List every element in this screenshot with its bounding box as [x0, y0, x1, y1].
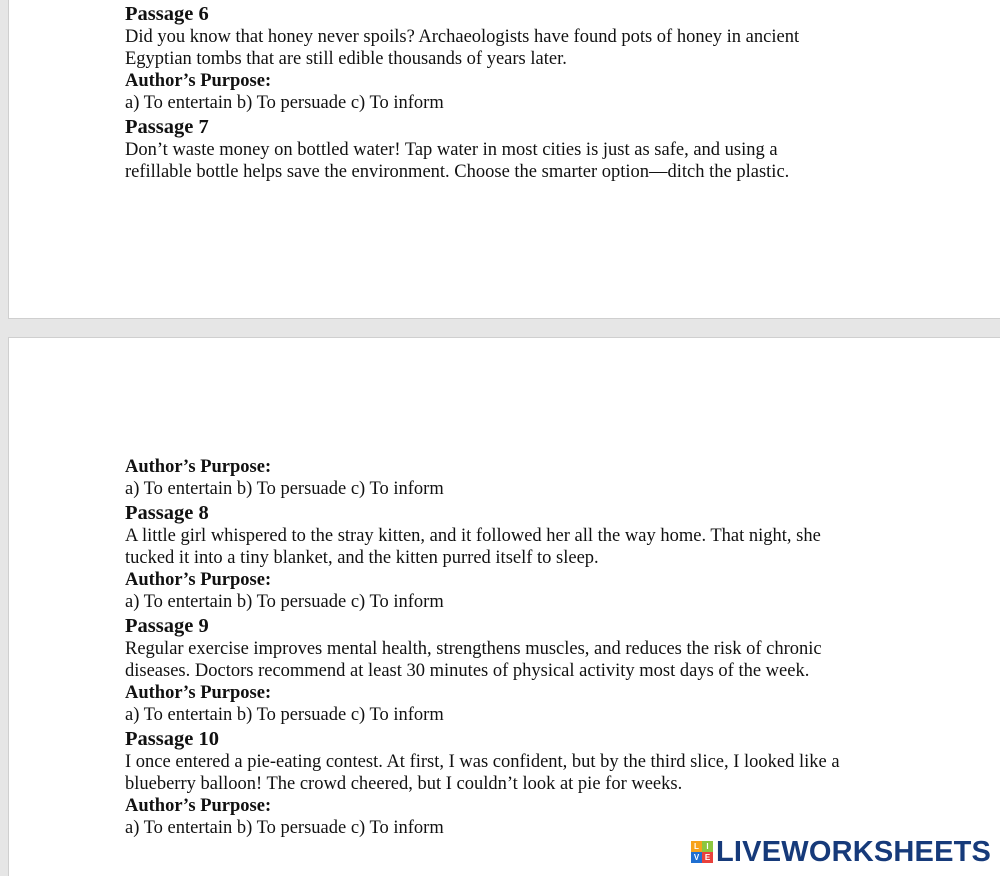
passage-7-title: Passage 7 [125, 116, 209, 138]
passage-8-text-line-1: A little girl whispered to the stray kitten, and it followed her all the way home. That night, she [125, 526, 821, 546]
logo-mark-e: E [702, 852, 713, 863]
passage-9-text-line-2: diseases. Doctors recommend at least 30 minutes of physical activity most days of the week. [125, 661, 810, 681]
passage-8-text-line-2: tucked it into a tiny blanket, and the kitten purred itself to sleep. [125, 548, 599, 568]
passage-7-text-line-1: Don’t waste money on bottled water! Tap water in most cities is just as safe, and using a [125, 140, 778, 160]
passage-10-text-line-2: blueberry balloon! The crowd cheered, but I couldn’t look at pie for weeks. [125, 774, 683, 794]
passage-10-options[interactable]: a) To entertain b) To persuade c) To inform [125, 818, 444, 838]
liveworksheets-logo-text: LIVEWORKSHEETS [716, 836, 992, 868]
passage-6-options[interactable]: a) To entertain b) To persuade c) To inform [125, 93, 444, 113]
passage-8-title: Passage 8 [125, 502, 209, 524]
logo-mark-i: I [702, 841, 713, 852]
passage-6-purpose-label: Author’s Purpose: [125, 71, 272, 91]
passage-9-purpose-label: Author’s Purpose: [125, 683, 272, 703]
passage-6-text-line-2: Egyptian tombs that are still edible thousands of years later. [125, 49, 567, 69]
passage-8-options[interactable]: a) To entertain b) To persuade c) To inform [125, 592, 444, 612]
document-page-1 [8, 0, 1000, 319]
logo-mark-v: V [691, 852, 702, 863]
liveworksheets-logo-icon [691, 841, 713, 863]
liveworksheets-logo [691, 836, 991, 868]
passage-7-options[interactable]: a) To entertain b) To persuade c) To inform [125, 479, 444, 499]
passage-10-purpose-label: Author’s Purpose: [125, 796, 272, 816]
document-page-2 [8, 337, 1000, 876]
passage-10-title: Passage 10 [125, 728, 219, 750]
page-2-content [125, 456, 905, 840]
passage-7-purpose-label: Author’s Purpose: [125, 457, 272, 477]
passage-9-options[interactable]: a) To entertain b) To persuade c) To inform [125, 705, 444, 725]
passage-6-text-line-1: Did you know that honey never spoils? Archaeologists have found pots of honey in ancient [125, 27, 800, 47]
passage-7-text-line-2: refillable bottle helps save the environment. Choose the smarter option—ditch the plastic. [125, 162, 790, 182]
passage-8-purpose-label: Author’s Purpose: [125, 570, 272, 590]
passage-9-title: Passage 9 [125, 615, 209, 637]
passage-9-text-line-1: Regular exercise improves mental health, strengthens muscles, and reduces the risk of chronic [125, 639, 822, 659]
passage-6-title: Passage 6 [125, 3, 209, 25]
logo-mark-l: L [691, 841, 702, 852]
passage-10-text-line-1: I once entered a pie-eating contest. At first, I was confident, but by the third slice, I looked like a [125, 752, 840, 772]
page-1-content [125, 2, 905, 183]
